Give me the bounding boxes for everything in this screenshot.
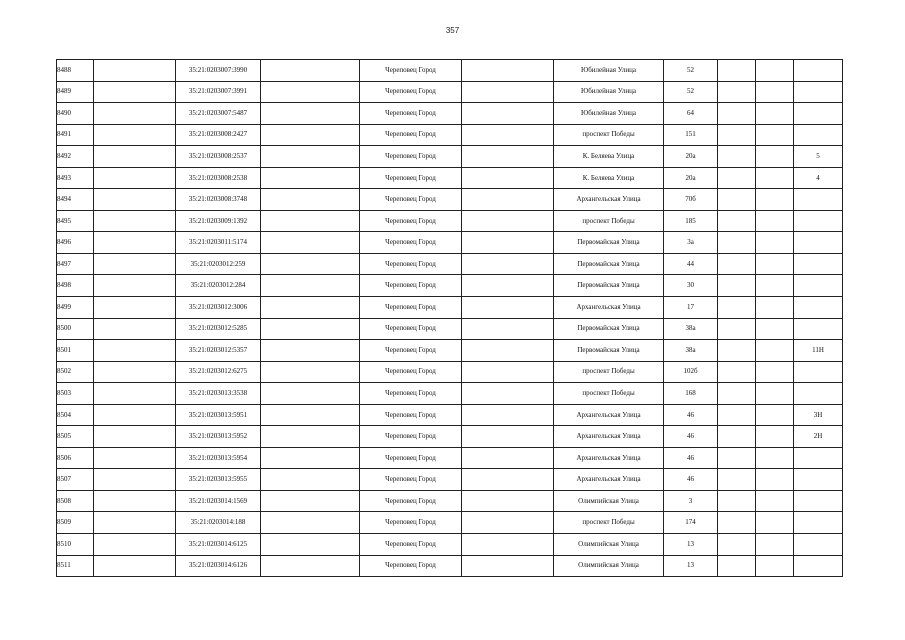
- empty-cell: [756, 534, 794, 556]
- apartment-cell: [794, 253, 843, 275]
- empty-cell: [462, 361, 554, 383]
- table-row: [57, 275, 843, 297]
- city-cell: Череповец Город: [360, 124, 462, 146]
- house-number-cell: 46: [664, 426, 718, 448]
- empty-cell: [462, 210, 554, 232]
- empty-cell: [718, 512, 756, 534]
- empty-cell: [94, 103, 176, 125]
- table-row: [57, 340, 843, 362]
- row-number-cell: 8510: [57, 534, 94, 556]
- empty-cell: [261, 60, 360, 82]
- empty-cell: [261, 124, 360, 146]
- street-cell: Первомайская Улица: [554, 253, 664, 275]
- row-number-cell: 8488: [57, 60, 94, 82]
- city-cell: Череповец Город: [360, 340, 462, 362]
- table-row: [57, 555, 843, 577]
- empty-cell: [718, 318, 756, 340]
- row-number-cell: 8504: [57, 404, 94, 426]
- empty-cell: [261, 253, 360, 275]
- empty-cell: [462, 275, 554, 297]
- empty-cell: [261, 534, 360, 556]
- empty-cell: [94, 512, 176, 534]
- apartment-cell: 2Н: [794, 426, 843, 448]
- apartment-cell: 5: [794, 146, 843, 168]
- city-cell: Череповец Город: [360, 447, 462, 469]
- city-cell: Череповец Город: [360, 60, 462, 82]
- apartment-cell: [794, 534, 843, 556]
- empty-cell: [718, 60, 756, 82]
- street-cell: Олимпийская Улица: [554, 534, 664, 556]
- cadastral-number-cell: 35:21:0203008:2538: [176, 167, 261, 189]
- empty-cell: [462, 146, 554, 168]
- empty-cell: [462, 297, 554, 319]
- cadastral-number-cell: 35:21:0203014:6126: [176, 555, 261, 577]
- empty-cell: [718, 404, 756, 426]
- empty-cell: [462, 189, 554, 211]
- empty-cell: [261, 490, 360, 512]
- city-cell: Череповец Город: [360, 146, 462, 168]
- cadastral-number-cell: 35:21:0203008:2537: [176, 146, 261, 168]
- empty-cell: [462, 426, 554, 448]
- empty-cell: [756, 189, 794, 211]
- empty-cell: [462, 555, 554, 577]
- city-cell: Череповец Город: [360, 253, 462, 275]
- empty-cell: [94, 81, 176, 103]
- apartment-cell: [794, 555, 843, 577]
- house-number-cell: 46: [664, 447, 718, 469]
- city-cell: Череповец Город: [360, 383, 462, 405]
- street-cell: Юбилейная Улица: [554, 81, 664, 103]
- empty-cell: [718, 189, 756, 211]
- empty-cell: [718, 383, 756, 405]
- cadastral-number-cell: 35:21:0203013:5955: [176, 469, 261, 491]
- empty-cell: [462, 383, 554, 405]
- row-number-cell: 8507: [57, 469, 94, 491]
- street-cell: проспект Победы: [554, 383, 664, 405]
- empty-cell: [756, 404, 794, 426]
- empty-cell: [462, 232, 554, 254]
- apartment-cell: [794, 124, 843, 146]
- empty-cell: [462, 253, 554, 275]
- empty-cell: [261, 469, 360, 491]
- empty-cell: [261, 555, 360, 577]
- empty-cell: [718, 167, 756, 189]
- city-cell: Череповец Город: [360, 469, 462, 491]
- table-row: [57, 103, 843, 125]
- city-cell: Череповец Город: [360, 275, 462, 297]
- empty-cell: [756, 426, 794, 448]
- table-row: [57, 253, 843, 275]
- cadastral-number-cell: 35:21:0203012:284: [176, 275, 261, 297]
- row-number-cell: 8506: [57, 447, 94, 469]
- empty-cell: [756, 383, 794, 405]
- empty-cell: [718, 447, 756, 469]
- street-cell: Архангельская Улица: [554, 469, 664, 491]
- apartment-cell: [794, 512, 843, 534]
- street-cell: Первомайская Улица: [554, 275, 664, 297]
- empty-cell: [462, 81, 554, 103]
- empty-cell: [462, 124, 554, 146]
- empty-cell: [756, 167, 794, 189]
- table-row: [57, 534, 843, 556]
- empty-cell: [261, 210, 360, 232]
- cadastral-number-cell: 35:21:0203012:5285: [176, 318, 261, 340]
- empty-cell: [756, 210, 794, 232]
- row-number-cell: 8493: [57, 167, 94, 189]
- apartment-cell: [794, 361, 843, 383]
- apartment-cell: 3Н: [794, 404, 843, 426]
- row-number-cell: 8490: [57, 103, 94, 125]
- empty-cell: [756, 297, 794, 319]
- apartment-cell: [794, 210, 843, 232]
- table-row: [57, 512, 843, 534]
- empty-cell: [718, 297, 756, 319]
- empty-cell: [94, 253, 176, 275]
- empty-cell: [261, 447, 360, 469]
- empty-cell: [718, 275, 756, 297]
- empty-cell: [261, 103, 360, 125]
- street-cell: Архангельская Улица: [554, 426, 664, 448]
- apartment-cell: [794, 275, 843, 297]
- row-number-cell: 8491: [57, 124, 94, 146]
- empty-cell: [718, 124, 756, 146]
- cadastral-number-cell: 35:21:0203014:6125: [176, 534, 261, 556]
- empty-cell: [462, 534, 554, 556]
- house-number-cell: 38а: [664, 318, 718, 340]
- empty-cell: [94, 383, 176, 405]
- table-row: [57, 490, 843, 512]
- row-number-cell: 8509: [57, 512, 94, 534]
- table-row: [57, 167, 843, 189]
- table-row: [57, 404, 843, 426]
- empty-cell: [94, 426, 176, 448]
- cadastral-number-cell: 35:21:0203014:188: [176, 512, 261, 534]
- empty-cell: [94, 361, 176, 383]
- house-number-cell: 17: [664, 297, 718, 319]
- house-number-cell: 20а: [664, 167, 718, 189]
- street-cell: Первомайская Улица: [554, 340, 664, 362]
- empty-cell: [261, 383, 360, 405]
- empty-cell: [261, 404, 360, 426]
- row-number-cell: 8503: [57, 383, 94, 405]
- empty-cell: [261, 146, 360, 168]
- city-cell: Череповец Город: [360, 297, 462, 319]
- empty-cell: [718, 103, 756, 125]
- apartment-cell: [794, 189, 843, 211]
- street-cell: Архангельская Улица: [554, 189, 664, 211]
- empty-cell: [261, 297, 360, 319]
- city-cell: Череповец Город: [360, 81, 462, 103]
- empty-cell: [94, 297, 176, 319]
- street-cell: проспект Победы: [554, 124, 664, 146]
- house-number-cell: 185: [664, 210, 718, 232]
- empty-cell: [756, 555, 794, 577]
- cadastral-number-cell: 35:21:0203007:3990: [176, 60, 261, 82]
- city-cell: Череповец Город: [360, 404, 462, 426]
- apartment-cell: [794, 383, 843, 405]
- empty-cell: [756, 490, 794, 512]
- empty-cell: [718, 81, 756, 103]
- empty-cell: [94, 146, 176, 168]
- city-cell: Череповец Город: [360, 318, 462, 340]
- house-number-cell: 3: [664, 490, 718, 512]
- empty-cell: [756, 103, 794, 125]
- cadastral-number-cell: 35:21:0203011:5174: [176, 232, 261, 254]
- empty-cell: [718, 146, 756, 168]
- table-row: [57, 361, 843, 383]
- empty-cell: [718, 426, 756, 448]
- empty-cell: [261, 167, 360, 189]
- empty-cell: [462, 340, 554, 362]
- city-cell: Череповец Город: [360, 490, 462, 512]
- empty-cell: [94, 167, 176, 189]
- cadastral-number-cell: 35:21:0203014:1569: [176, 490, 261, 512]
- cadastral-number-cell: 35:21:0203012:259: [176, 253, 261, 275]
- row-number-cell: 8494: [57, 189, 94, 211]
- empty-cell: [756, 469, 794, 491]
- row-number-cell: 8501: [57, 340, 94, 362]
- apartment-cell: [794, 469, 843, 491]
- table-row: [57, 189, 843, 211]
- table-row: [57, 447, 843, 469]
- street-cell: проспект Победы: [554, 512, 664, 534]
- empty-cell: [462, 103, 554, 125]
- street-cell: Юбилейная Улица: [554, 60, 664, 82]
- empty-cell: [94, 555, 176, 577]
- empty-cell: [756, 447, 794, 469]
- table-row: [57, 124, 843, 146]
- empty-cell: [718, 490, 756, 512]
- city-cell: Череповец Город: [360, 426, 462, 448]
- empty-cell: [261, 81, 360, 103]
- empty-cell: [94, 469, 176, 491]
- table-row: [57, 146, 843, 168]
- empty-cell: [718, 210, 756, 232]
- apartment-cell: [794, 490, 843, 512]
- apartment-cell: [794, 103, 843, 125]
- row-number-cell: 8511: [57, 555, 94, 577]
- table-row: [57, 383, 843, 405]
- empty-cell: [756, 60, 794, 82]
- apartment-cell: [794, 297, 843, 319]
- empty-cell: [718, 232, 756, 254]
- row-number-cell: 8500: [57, 318, 94, 340]
- empty-cell: [462, 167, 554, 189]
- house-number-cell: 44: [664, 253, 718, 275]
- empty-cell: [94, 447, 176, 469]
- empty-cell: [261, 340, 360, 362]
- cadastral-number-cell: 35:21:0203013:3538: [176, 383, 261, 405]
- house-number-cell: 46: [664, 404, 718, 426]
- cadastral-number-cell: 35:21:0203013:5952: [176, 426, 261, 448]
- cadastral-number-cell: 35:21:0203013:5951: [176, 404, 261, 426]
- empty-cell: [94, 318, 176, 340]
- table-row: [57, 297, 843, 319]
- row-number-cell: 8496: [57, 232, 94, 254]
- empty-cell: [718, 555, 756, 577]
- empty-cell: [756, 253, 794, 275]
- cadastral-number-cell: 35:21:0203007:5487: [176, 103, 261, 125]
- cadastral-number-cell: 35:21:0203013:5954: [176, 447, 261, 469]
- house-number-cell: 38а: [664, 340, 718, 362]
- empty-cell: [94, 60, 176, 82]
- house-number-cell: 64: [664, 103, 718, 125]
- empty-cell: [462, 447, 554, 469]
- city-cell: Череповец Город: [360, 512, 462, 534]
- empty-cell: [756, 81, 794, 103]
- cadastral-number-cell: 35:21:0203009:1392: [176, 210, 261, 232]
- house-number-cell: 13: [664, 534, 718, 556]
- empty-cell: [718, 361, 756, 383]
- empty-cell: [718, 534, 756, 556]
- table-row: [57, 60, 843, 82]
- table-row: [57, 81, 843, 103]
- empty-cell: [261, 275, 360, 297]
- empty-cell: [94, 210, 176, 232]
- house-number-cell: 52: [664, 81, 718, 103]
- cadastral-number-cell: 35:21:0203012:3006: [176, 297, 261, 319]
- empty-cell: [261, 512, 360, 534]
- table-row: [57, 232, 843, 254]
- empty-cell: [462, 469, 554, 491]
- row-number-cell: 8505: [57, 426, 94, 448]
- empty-cell: [94, 232, 176, 254]
- row-number-cell: 8502: [57, 361, 94, 383]
- apartment-cell: 4: [794, 167, 843, 189]
- street-cell: проспект Победы: [554, 361, 664, 383]
- row-number-cell: 8498: [57, 275, 94, 297]
- city-cell: Череповец Город: [360, 555, 462, 577]
- empty-cell: [756, 232, 794, 254]
- row-number-cell: 8508: [57, 490, 94, 512]
- street-cell: Олимпийская Улица: [554, 490, 664, 512]
- cadastral-number-cell: 35:21:0203012:5357: [176, 340, 261, 362]
- empty-cell: [94, 124, 176, 146]
- empty-cell: [94, 404, 176, 426]
- empty-cell: [756, 361, 794, 383]
- apartment-cell: [794, 60, 843, 82]
- apartment-cell: [794, 447, 843, 469]
- street-cell: Архангельская Улица: [554, 447, 664, 469]
- apartment-cell: [794, 81, 843, 103]
- house-number-cell: 174: [664, 512, 718, 534]
- house-number-cell: 102б: [664, 361, 718, 383]
- table-row: [57, 210, 843, 232]
- cadastral-number-cell: 35:21:0203008:3748: [176, 189, 261, 211]
- empty-cell: [718, 253, 756, 275]
- house-number-cell: 52: [664, 60, 718, 82]
- street-cell: Архангельская Улица: [554, 297, 664, 319]
- empty-cell: [462, 318, 554, 340]
- cadastral-number-cell: 35:21:0203008:2427: [176, 124, 261, 146]
- city-cell: Череповец Город: [360, 103, 462, 125]
- house-number-cell: 13: [664, 555, 718, 577]
- registry-table-body: [57, 60, 843, 577]
- empty-cell: [756, 146, 794, 168]
- empty-cell: [94, 189, 176, 211]
- house-number-cell: 3а: [664, 232, 718, 254]
- empty-cell: [462, 512, 554, 534]
- house-number-cell: 30: [664, 275, 718, 297]
- city-cell: Череповец Город: [360, 232, 462, 254]
- row-number-cell: 8497: [57, 253, 94, 275]
- empty-cell: [261, 189, 360, 211]
- street-cell: К. Беляева Улица: [554, 146, 664, 168]
- city-cell: Череповец Город: [360, 361, 462, 383]
- street-cell: Архангельская Улица: [554, 404, 664, 426]
- house-number-cell: 151: [664, 124, 718, 146]
- street-cell: проспект Победы: [554, 210, 664, 232]
- empty-cell: [756, 512, 794, 534]
- table-row: [57, 426, 843, 448]
- empty-cell: [261, 318, 360, 340]
- house-number-cell: 20а: [664, 146, 718, 168]
- row-number-cell: 8489: [57, 81, 94, 103]
- empty-cell: [718, 340, 756, 362]
- house-number-cell: 168: [664, 383, 718, 405]
- street-cell: К. Беляева Улица: [554, 167, 664, 189]
- house-number-cell: 70б: [664, 189, 718, 211]
- cadastral-number-cell: 35:21:0203012:6275: [176, 361, 261, 383]
- street-cell: Первомайская Улица: [554, 232, 664, 254]
- city-cell: Череповец Город: [360, 534, 462, 556]
- cadastral-number-cell: 35:21:0203007:3991: [176, 81, 261, 103]
- empty-cell: [94, 534, 176, 556]
- row-number-cell: 8495: [57, 210, 94, 232]
- empty-cell: [756, 124, 794, 146]
- empty-cell: [756, 340, 794, 362]
- city-cell: Череповец Город: [360, 189, 462, 211]
- table-row: [57, 318, 843, 340]
- street-cell: Первомайская Улица: [554, 318, 664, 340]
- empty-cell: [94, 490, 176, 512]
- table-row: [57, 469, 843, 491]
- empty-cell: [94, 275, 176, 297]
- apartment-cell: [794, 232, 843, 254]
- page-number: 357: [445, 26, 460, 35]
- empty-cell: [718, 469, 756, 491]
- empty-cell: [94, 340, 176, 362]
- street-cell: Олимпийская Улица: [554, 555, 664, 577]
- empty-cell: [756, 318, 794, 340]
- empty-cell: [261, 426, 360, 448]
- row-number-cell: 8499: [57, 297, 94, 319]
- empty-cell: [462, 490, 554, 512]
- empty-cell: [462, 404, 554, 426]
- house-number-cell: 46: [664, 469, 718, 491]
- empty-cell: [261, 361, 360, 383]
- empty-cell: [261, 232, 360, 254]
- empty-cell: [462, 60, 554, 82]
- city-cell: Череповец Город: [360, 167, 462, 189]
- empty-cell: [756, 275, 794, 297]
- city-cell: Череповец Город: [360, 210, 462, 232]
- apartment-cell: 11Н: [794, 340, 843, 362]
- registry-table: [56, 59, 843, 577]
- apartment-cell: [794, 318, 843, 340]
- street-cell: Юбилейная Улица: [554, 103, 664, 125]
- row-number-cell: 8492: [57, 146, 94, 168]
